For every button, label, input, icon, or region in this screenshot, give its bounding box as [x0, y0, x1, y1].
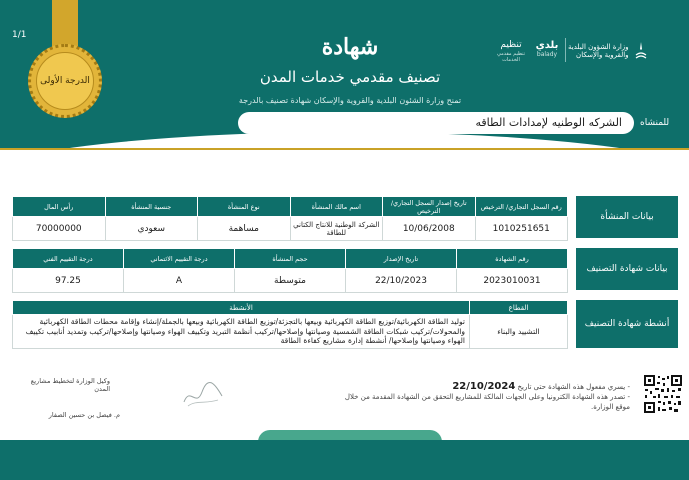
validity-note	[332, 382, 630, 392]
ministry-name-line2: والقروية والإسكان	[576, 51, 629, 59]
signatory-name: م. فيصل بن حسين الصفار	[48, 411, 120, 419]
ministry-logo	[568, 38, 672, 64]
org-nationality: سعودي	[105, 217, 198, 241]
section-activities: أنشطة شهادة التصنيف	[576, 300, 678, 348]
header-stripe	[0, 148, 689, 150]
table-row	[13, 217, 568, 241]
grade-badge-text: الدرجة الأولى	[40, 76, 90, 86]
page-number: 1/1	[12, 30, 27, 40]
org-col-cr-number: رقم السجل التجاري/ الترخيص	[475, 197, 568, 217]
org-info-table	[12, 196, 568, 241]
certificate-title: شهادة	[321, 34, 379, 60]
table-row	[13, 269, 568, 293]
tanzim-logo	[494, 40, 528, 62]
cert-number: 2023010031	[457, 269, 568, 293]
org-cr-date: 10/06/2008	[383, 217, 476, 241]
balady-logo	[532, 40, 562, 62]
cert-info-table	[12, 248, 568, 293]
org-cr-number: 1010251651	[475, 217, 568, 241]
certificate-subtitle: تصنيف مقدمي خدمات المدن	[259, 68, 441, 86]
activities-col-sector: القطاع	[470, 301, 568, 315]
org-type: مساهمة	[198, 217, 291, 241]
validity-date: 22/10/2024	[452, 381, 516, 392]
cert-issue-date: 22/10/2023	[346, 269, 457, 293]
tanzim-logo-sub: تنظيم مقدمي الخدمات	[496, 51, 526, 63]
certificate-notes	[332, 382, 630, 412]
cert-technical-grade: 97.25	[13, 269, 124, 293]
saudi-emblem-icon	[633, 41, 649, 61]
org-col-capital: رأس المال	[13, 197, 106, 217]
cert-col-issue-date: تاريخ الإصدار	[346, 249, 457, 269]
validity-prefix: - يسري مفعول هذه الشهادة حتى تاريخ	[517, 383, 630, 391]
org-info-header-row	[13, 197, 568, 217]
balady-logo-en: balady	[536, 51, 558, 58]
cert-size: متوسطة	[235, 269, 346, 293]
signature-icon	[180, 378, 226, 412]
activities-sector: التشييد والبناء	[470, 315, 568, 349]
section-cert-info: بيانات شهادة التصنيف	[576, 248, 678, 290]
footer-band	[0, 440, 689, 480]
activities-table	[12, 300, 568, 349]
org-col-type: نوع المنشأة	[198, 197, 291, 217]
org-col-nationality: جنسية المنشأة	[105, 197, 198, 217]
qr-code-icon	[643, 374, 683, 414]
org-col-owner: اسم مالك المنشأة	[290, 197, 383, 217]
signatory-title: وكيل الوزارة لتخطيط مشاريع المدن	[30, 377, 110, 393]
activities-header-row	[13, 301, 568, 315]
cert-col-credit-grade: درجة التقييم الائتماني	[124, 249, 235, 269]
cert-info-header-row	[13, 249, 568, 269]
balady-logo-ar: بلدي	[535, 40, 559, 51]
tanzim-logo-ar: تنظيم	[500, 40, 522, 50]
activities-col-activities: الأنشطة	[13, 301, 470, 315]
cert-col-number: رقم الشهادة	[457, 249, 568, 269]
grade-badge	[28, 44, 102, 118]
cert-credit-grade: A	[124, 269, 235, 293]
cert-col-size: حجم المنشأة	[235, 249, 346, 269]
verify-note: - تصدر هذه الشهادة الكترونيا وعلى الجهات المالكة للمشاريع التحقق من الشهادة المقدمة من خلال موقع الوزارة.	[344, 393, 630, 411]
section-org-info: بيانات المنشأة	[576, 196, 678, 238]
org-name-field: الشركه الوطنيه لإمدادات الطاقه	[238, 112, 634, 134]
ministry-name-line1: وزارة الشؤون البلدية	[568, 43, 629, 51]
org-label: للمنشاه	[640, 118, 670, 128]
grant-text: تمنح وزارة الشئون البلدية والقروية والإسكان شهادة تصنيف بالدرجة	[238, 96, 462, 105]
org-col-cr-date: تاريخ إصدار السجل التجاري/ الترخيص	[383, 197, 476, 217]
grade-badge-inner	[36, 52, 94, 110]
org-owner: الشركة الوطنية للانتاج الكتاني للطاقة	[290, 217, 383, 241]
logo-divider	[565, 38, 566, 62]
table-row	[13, 315, 568, 349]
ministry-name	[568, 43, 629, 59]
org-capital: 70000000	[13, 217, 106, 241]
cert-col-technical-grade: درجة التقييم الفني	[13, 249, 124, 269]
activities-list: توليد الطاقة الكهربائية/توزيع الطاقة الكهربائية وبيعها بالتجزئة/توزيع الطاقة الكهربائية وبيعها بالجملة/إنشاء وإقامة محطات الطاقة الكهربائية والمحولات/تركيب شبكات الطاقة الشمسية وصيانتها وإصلاحها/تركيب أنظمة التبريد وتكييف الهواء وصيانتها وإصلاحها/تركيب وتمديد أنابيب تكييف الهواء وصيانتها وإصلاحها/ أنشطة إدارة مشاريع كفاءة الطاقة	[13, 315, 470, 349]
